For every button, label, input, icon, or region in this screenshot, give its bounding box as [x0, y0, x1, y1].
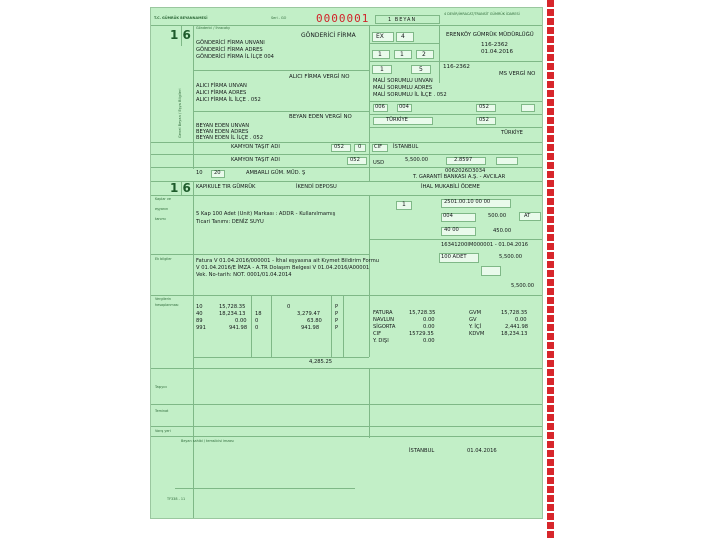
reference-no: 116-2362 — [481, 42, 508, 48]
declarant-country-2: TÜRKİYE — [501, 130, 523, 136]
responsible-line-3: MALİ SORUMLU İL İLÇE . 052 — [373, 92, 447, 98]
valuation-value-5: 0.00 — [423, 338, 435, 344]
valuation-right-value-1: 15,728.35 — [501, 310, 528, 316]
item-value: 5,500.00 — [499, 254, 523, 260]
tax-mp-4: P — [335, 325, 339, 331]
ms-vergi-no: MS VERGİ NO — [499, 71, 536, 77]
tax-amount-1: 0 — [287, 304, 291, 310]
tax-amount-4: 941.98 — [301, 325, 320, 331]
declaration-code: 4 — [401, 33, 405, 40]
tax-amount-3: 63.80 — [307, 318, 322, 324]
procedure: 40 00 — [444, 227, 459, 233]
summary-ref: 16341200IM000001 - 01.04.2016 — [441, 242, 529, 248]
valuation-right-value-3: 2,441.98 — [505, 324, 529, 330]
form-count-1: 1 — [378, 51, 382, 58]
valuation-right-label-3: Y. İÇİ — [469, 324, 482, 330]
receiver-line-2: ALICI FİRMA ADRES — [196, 90, 247, 96]
incoterm: CIF — [374, 144, 383, 150]
tax-mp-2: P — [335, 311, 339, 317]
incoterm-place: İSTANBUL — [393, 144, 419, 150]
declaration-date: 01.04.2016 — [481, 49, 514, 55]
vehicle-1-code: 052 — [334, 144, 344, 150]
valuation-right-value-4: 18,234.13 — [501, 331, 528, 337]
valuation-right-value-2: 0.00 — [515, 317, 527, 323]
copy-title: 4 DEVİR/İHRACAT/TRANSİT GÜMRÜK İDARESİ — [444, 12, 520, 16]
tax-total: 4,285.25 — [309, 359, 333, 365]
statistical-value: 5,500.00 — [511, 283, 535, 289]
origin-country: 004 — [443, 213, 453, 219]
bank-name: T. GARANTİ BANKASI A.Ş. - AVCILAR — [413, 174, 506, 180]
hs-code: 2501.00.10 00 00 — [444, 199, 491, 205]
valuation-value-3: 0.00 — [423, 324, 435, 330]
invoice-total: 5,500.00 — [405, 157, 429, 163]
declarant-vergi-no: BEYAN EDEN VERGİ NO — [289, 114, 352, 120]
form-count-2: 1 — [400, 51, 404, 58]
receiver-line-3: ALICI FİRMA İL İLÇE . 052 — [196, 97, 261, 103]
tax-base-1: 15,728.35 — [219, 304, 246, 310]
tax-type-1: 10 — [196, 304, 203, 310]
tax-base-4: 941.98 — [229, 325, 248, 331]
responsible-code-2: 004 — [399, 104, 409, 110]
footer-place: İSTANBUL — [409, 448, 435, 454]
tax-type-4: 991 — [196, 325, 206, 331]
tax-type-3: 89 — [196, 318, 203, 324]
side-label: Genel Beyan / Eşya Bilgileri — [178, 88, 182, 138]
tax-rate-4: 0 — [255, 325, 259, 331]
responsible-code-1: 006 — [375, 104, 385, 110]
valuation-right-label-4: KDVM — [469, 331, 485, 337]
tax-amount-2: 3,279.47 — [297, 311, 321, 317]
beyan-box — [375, 15, 440, 24]
vehicle-2-code: 052 — [350, 157, 360, 163]
valuation-label-3: SİGORTA — [373, 324, 396, 330]
valuation-right-label-2: GV — [469, 317, 477, 323]
origin-code-1: 052 — [479, 104, 489, 110]
responsible-line-1: MALİ SORUMLU UNVAN — [373, 78, 433, 84]
declarant-country-1: TÜRKİYE — [386, 117, 408, 123]
sender-line-3: GÖNDERİCİ FİRMA İL İLÇE 004 — [196, 54, 274, 60]
responsible-line-2: MALİ SORUMLU ADRES — [373, 85, 433, 91]
declarant-line-1: BEYAN EDEN UNVAN — [196, 123, 250, 129]
tax-base-3: 0.00 — [235, 318, 247, 324]
bank-code: 0062026D3034 — [445, 168, 486, 174]
valuation-value-4: 15729.35 — [409, 331, 434, 337]
declarant-line-3: BEYAN EDEN İL İLÇE . 052 — [196, 135, 263, 141]
warehouse: AMBARLI GÜM. MÜD. Ş — [246, 170, 306, 176]
declarant-line-2: BEYAN EDEN ADRES — [196, 129, 249, 135]
perforation-strip — [547, 0, 554, 540]
vehicle-1: KAMYON TAŞIT ADI — [231, 144, 280, 150]
valuation-right-label-1: GVM — [469, 310, 482, 316]
mode-2: 20 — [214, 170, 221, 176]
document-line-1: Fatura V 01.04.2016/000001 - İthal eşyasına ait Kıymet Bildirim Formu — [196, 258, 380, 264]
goods-description-1: 5 Kap 100 Adet (Unit) Markası : ADDR - Kullanılmamış — [196, 211, 336, 217]
copy-number-2: 1 6 — [170, 181, 191, 195]
valuation-label-5: Y. DIŞI — [373, 338, 389, 344]
tax-rate-2: 18 — [255, 311, 262, 317]
serial-number: 0000001 — [316, 12, 370, 25]
valuation-label-4: CIF — [373, 331, 382, 337]
currency: USD — [373, 160, 385, 166]
goods-description-2: Ticari Tanımı: DENİZ SUYU — [196, 219, 264, 225]
receiver-vergi-no: ALICI FİRMA VERGİ NO — [289, 74, 350, 80]
valuation-value-1: 15,728.35 — [409, 310, 436, 316]
vehicle-2: KAMYON TAŞIT ADI — [231, 157, 280, 163]
gross-weight: 500.00 — [488, 213, 507, 219]
footer-form-code: TF338 - 11 — [167, 497, 186, 501]
customs-office: ERENKÖY GÜMRÜK MÜDÜRLÜĞÜ — [446, 32, 534, 38]
load-count-1: 1 — [380, 66, 384, 73]
load-count-2: 5 — [419, 66, 423, 73]
preference: AT — [524, 213, 531, 219]
goods-location: İKENDİ DEPOSU — [296, 184, 337, 190]
customs-declaration-form: T.C. GÜMRÜK BEYANNAMESİ Seri - GO 0000001 1 BEYAN 4 DEVİR/İHRACAT/TRANSİT GÜMRÜK İDARESİ 1 6 Gönderici / İhracatçı GÖNDERİCİ FİRMA GÖNDERİCİ FİRMA UNVANI GÖNDERİCİ FİRMA ADRES GÖNDERİCİ FİRMA İL İLÇE 004 EX 4 ERENKÖY GÜMRÜK MÜDÜRLÜĞÜ 116-2362 01.04.2016 1 1 2 1 5 116-2362 Genel Beyan / Eşya Bilgileri ALICI FİRMA VERGİ NO ALICI FİRMA UNVAN ALICI FİRMA ADRES ALICI FİRMA İL İLÇE . 052 MS VERGİ NO MALİ SORUMLU UNVAN MALİ SORUMLU ADRES MALİ SORUMLU İL İLÇE . 052 006 004 052 BEYAN EDEN VERGİ NO BEYAN EDEN UNVAN BEYAN EDEN ADRES BEYAN EDEN İL İLÇE . 052 TÜRKİYE 052 TÜRKİYE KAMYON TAŞIT ADI 052 0 CIF İSTANBUL KAMYON TAŞIT ADI 052 USD 5,500.00 2.8597 10 20 AMBARLI GÜM. MÜD. Ş 0062026D3034 T. GARANTİ BANKASI A.Ş. - AVCILAR 1 6 KAPIKULE TIR GÜMRÜK İKENDİ DEPOSU İHAL MUKABİLİ ÖDEME Kaplar ve eşyanın tanımı 5 Kap 100 Adet (Unit) Markası : ADDR - Kullanılmamış Ticari Tanımı: DENİZ SUYU 1 2501.00.10 00 00 004 500.00 AT 40 00 450.00 16341200IM000001 - 01.04.2016 100 ADET 5,500.00 5,500.00 Ek bilgiler Fatura V 01.04.2016/000001 - İthal eşyasına ait Kıymet Bildirim Formu V 01.04.2016/E İMZA - A.TR Dolaşım Belgesi V 01.04.2016/A00001 Vek. No-tarih: NOT. 0001/01.04.2014 Vergilerin hesaplanması 10 15,728.35 0 P 40 18,234.13 18 3,279.47 P 89 0.00 0 63.80 P 991 941.98 0 941.98 P 4,285.25 FATURA 15,728.35 NAVLUN 0.00 SİGORTA 0.00 CIF 15729.35 Y. DIŞI 0.00 GVM 15,728.35 GV 0.00 Y. İÇİ 2,441.98 KDVM 18,234.13 Taşıyıcı Teminat Varış yeri Beyan sahibi / temsilcisi imzası İSTANBUL 01.04.2016 TF338 - 11 — [150, 7, 543, 519]
vehicle-1-flag: 0 — [358, 144, 362, 150]
quantity: 100 ADET — [441, 254, 467, 260]
form-title: T.C. GÜMRÜK BEYANNAMESİ — [154, 16, 208, 20]
reference-no-2: 116-2362 — [443, 64, 470, 70]
document-line-3: Vek. No-tarih: NOT. 0001/01.04.2014 — [196, 272, 292, 278]
sender-vergi-no: GÖNDERİCİ FİRMA — [301, 32, 356, 39]
tax-rate-3: 0 — [255, 318, 259, 324]
border-office: KAPIKULE TIR GÜMRÜK — [196, 184, 256, 190]
sender-line-2: GÖNDERİCİ FİRMA ADRES — [196, 47, 263, 53]
copy-number: 1 6 — [170, 28, 191, 42]
declaration-type: EX — [376, 33, 384, 40]
valuation-label-1: FATURA — [373, 310, 393, 316]
payment-method: İHAL MUKABİLİ ÖDEME — [421, 184, 480, 190]
tax-mp-1: P — [335, 304, 339, 310]
beyan-label: 1 BEYAN — [388, 17, 417, 23]
valuation-label-2: NAVLUN — [373, 317, 394, 323]
tax-mp-3: P — [335, 318, 339, 324]
sender-label: Gönderici / İhracatçı — [196, 26, 231, 30]
seri-label: Seri - GO — [271, 16, 287, 20]
receiver-line-1: ALICI FİRMA UNVAN — [196, 83, 247, 89]
tax-base-2: 18,234.13 — [219, 311, 246, 317]
item-no: 1 — [402, 201, 406, 208]
tax-type-2: 40 — [196, 311, 203, 317]
valuation-value-2: 0.00 — [423, 317, 435, 323]
exchange-rate: 2.8597 — [454, 157, 473, 163]
mode-1: 10 — [196, 170, 203, 176]
sender-line-1: GÖNDERİCİ FİRMA UNVANI — [196, 40, 265, 46]
footer-date: 01.04.2016 — [467, 448, 497, 454]
net-weight: 450.00 — [493, 228, 512, 234]
form-count-3: 2 — [422, 51, 426, 58]
document-line-2: V 01.04.2016/E İMZA - A.TR Dolaşım Belgesi V 01.04.2016/A00001 — [196, 265, 370, 271]
origin-code-2: 052 — [479, 117, 489, 123]
